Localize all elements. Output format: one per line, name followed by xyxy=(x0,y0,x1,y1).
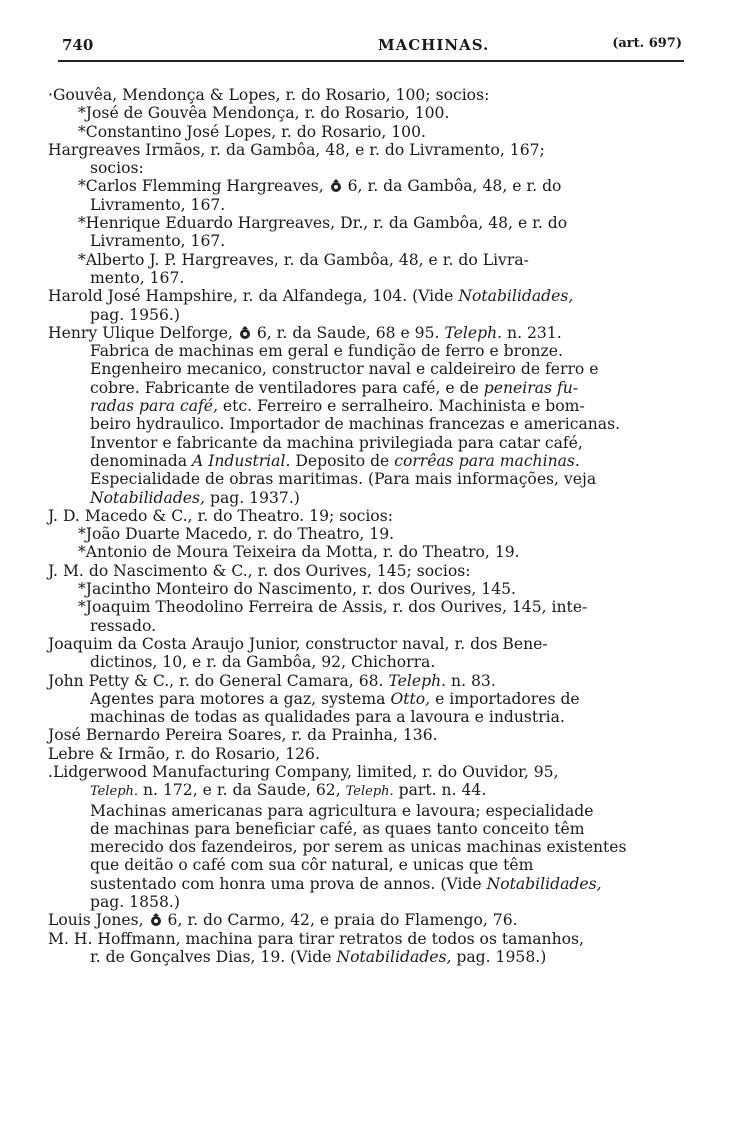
entry-line: José Bernardo Pereira Soares, r. da Prainha, 136. xyxy=(48,726,438,745)
partner-line: *Antonio de Moura Teixeira da Motta, r. do Theatro, 19. xyxy=(78,543,520,562)
partner-line-cont: 6, r. da Gambôa, 48, e r. do xyxy=(342,177,562,196)
medal-icon xyxy=(238,326,252,340)
partner-line: *Carlos Flemming Hargreaves, xyxy=(78,177,329,196)
entry-line: .Lidgerwood Manufacturing Company, limited, r. do Ouvidor, 95, xyxy=(48,762,559,781)
emphasis: Notabilidades, xyxy=(90,488,205,507)
partner-line: *Alberto J. P. Hargreaves, r. da Gambôa, 48, e r. do Livra- xyxy=(78,250,529,269)
emphasis: corrêas para machinas. xyxy=(394,451,580,470)
entry-line-cont: part. n. 44. xyxy=(393,781,487,800)
description-line: pag. 1858.) xyxy=(90,893,180,912)
entry-line: Joaquim da Costa Araujo Junior, constructor naval, r. dos Bene- xyxy=(48,634,548,653)
entry-line-cont: 6, r. da Saude, 68 e 95. xyxy=(251,323,445,342)
entry-line: pag. 1956.) xyxy=(90,305,180,324)
list-item xyxy=(48,726,688,744)
list-item xyxy=(48,287,688,324)
entry-line: Livramento, 167. xyxy=(90,232,226,251)
partner-line: *Jacintho Monteiro do Nascimento, r. dos Ourives, 145. xyxy=(78,580,516,599)
entry-line: John Petty & C., r. do General Camara, 68. xyxy=(48,671,389,690)
description-line: Fabrica de machinas em geral e fundição de ferro e bronze. xyxy=(90,342,563,361)
emphasis: Teleph. xyxy=(345,784,394,800)
list-item xyxy=(48,763,688,911)
entry-line: Hargreaves Irmãos, r. da Gambôa, 48, e r. do Livramento, 167; xyxy=(48,140,545,159)
list-item xyxy=(48,562,688,635)
header-rule xyxy=(58,60,684,62)
entry-line: ·Gouvêa, Mendonça & Lopes, r. do Rosario, 100; socios: xyxy=(48,86,490,104)
entry-line-cont: pag. 1958.) xyxy=(451,947,547,966)
description-line: que deitão o café com sua côr natural, e unicas que têm xyxy=(90,856,534,875)
emphasis: Notabilidades, xyxy=(458,287,574,306)
entry-line: mento, 167. xyxy=(90,268,185,287)
entry-line-cont: n. 231. xyxy=(502,323,562,342)
description-line: de machinas para beneficiar café, as quaes tanto conceito têm xyxy=(90,819,585,838)
description-line: Inventor e fabricante da machina privilegiada para catar café, xyxy=(90,433,583,452)
entry-line: Livramento, 167. xyxy=(90,195,226,214)
list-item xyxy=(48,930,688,967)
emphasis: Teleph. xyxy=(444,323,503,342)
description-line: merecido dos fazendeiros, por serem as unicas machinas existentes xyxy=(90,838,627,857)
list-item xyxy=(48,86,688,141)
page-header xyxy=(62,36,682,60)
entry-line-cont: n. 83. xyxy=(446,671,496,690)
entry-line: J. D. Macedo & C., r. do Theatro. 19; socios: xyxy=(48,506,393,525)
description-line: beiro hydraulico. Importador de machinas francezas e americanas. xyxy=(90,415,621,434)
list-item xyxy=(48,672,688,727)
emphasis: Teleph. xyxy=(388,671,447,690)
directory-list xyxy=(48,86,688,966)
description-line: Agentes para motores a gaz, systema xyxy=(90,689,391,708)
description-line: e importadores de xyxy=(430,689,580,708)
emphasis: radas para café, xyxy=(90,397,218,416)
medal-icon xyxy=(149,913,163,927)
emphasis: Notabilidades, xyxy=(336,947,452,966)
description-line: machinas de todas as qualidades para a lavoura e industria. xyxy=(90,708,565,727)
entry-line: Henry Ulique Delforge, xyxy=(48,323,238,342)
entry-line: Louis Jones, xyxy=(48,911,149,930)
emphasis: peneiras fu- xyxy=(483,378,579,397)
list-item xyxy=(48,324,688,507)
entry-line: M. H. Hoffmann, machina para tirar retratos de todos os tamanhos, xyxy=(48,929,584,948)
list-item xyxy=(48,635,688,672)
description-line: Engenheiro mecanico, constructor naval e caldeireiro de ferro e xyxy=(90,360,599,379)
description-line: Deposito de xyxy=(290,451,395,470)
description-line: denominada xyxy=(90,451,192,470)
partner-line: *Constantino José Lopes, r. do Rosario, 100. xyxy=(78,122,426,141)
entry-line: socios: xyxy=(90,159,144,178)
emphasis: A Industrial. xyxy=(192,451,291,470)
entry-line-cont: n. 172, e r. da Saude, 62, xyxy=(138,781,346,800)
description-line: etc. Ferreiro e serralheiro. Machinista e bom- xyxy=(217,397,585,416)
medal-icon xyxy=(329,179,343,193)
entry-line-cont: r. de Gonçalves Dias, 19. (Vide xyxy=(90,947,337,966)
description-line: Especialidade de obras maritimas. (Para mais informações, veja xyxy=(90,470,597,489)
partner-line: *José de Gouvêa Mendonça, r. do Rosario, 100. xyxy=(78,104,450,123)
emphasis: Otto, xyxy=(390,689,431,708)
description-line: sustentado com honra uma prova de annos. (Vide xyxy=(90,874,487,893)
description-line: pag. 1937.) xyxy=(205,488,300,507)
partner-line: *Joaquim Theodolino Ferreira de Assis, r. dos Ourives, 145, inte- xyxy=(78,598,588,617)
emphasis: Notabilidades, xyxy=(486,874,602,893)
list-item xyxy=(48,911,688,929)
description-line: cobre. Fabricante de ventiladores para café, e de xyxy=(90,378,484,397)
partner-line: *Henrique Eduardo Hargreaves, Dr., r. da Gambôa, 48, e r. do xyxy=(78,214,568,233)
list-item xyxy=(48,745,688,763)
partner-line: *João Duarte Macedo, r. do Theatro, 19. xyxy=(78,525,395,544)
entry-line: J. M. do Nascimento & C., r. dos Ourives, 145; socios: xyxy=(48,561,471,580)
entry-line: Lebre & Irmão, r. do Rosario, 126. xyxy=(48,744,320,763)
entry-line: ressado. xyxy=(90,616,157,635)
entry-line-cont: 6, r. do Carmo, 42, e praia do Flamengo, 76. xyxy=(162,911,518,930)
entry-line: Harold José Hampshire, r. da Alfandega, 104. (Vide xyxy=(48,287,459,306)
description-line: Machinas americanas para agricultura e lavoura; especialidade xyxy=(90,801,594,820)
page-title: MACHINAS. xyxy=(378,36,490,54)
entry-line: dictinos, 10, e r. da Gambôa, 92, Chichorra. xyxy=(90,653,436,672)
list-item xyxy=(48,507,688,562)
list-item xyxy=(48,141,688,287)
page-number: 740 xyxy=(62,36,94,54)
emphasis: Teleph. xyxy=(90,784,139,800)
article-ref: (art. 697) xyxy=(612,36,682,51)
